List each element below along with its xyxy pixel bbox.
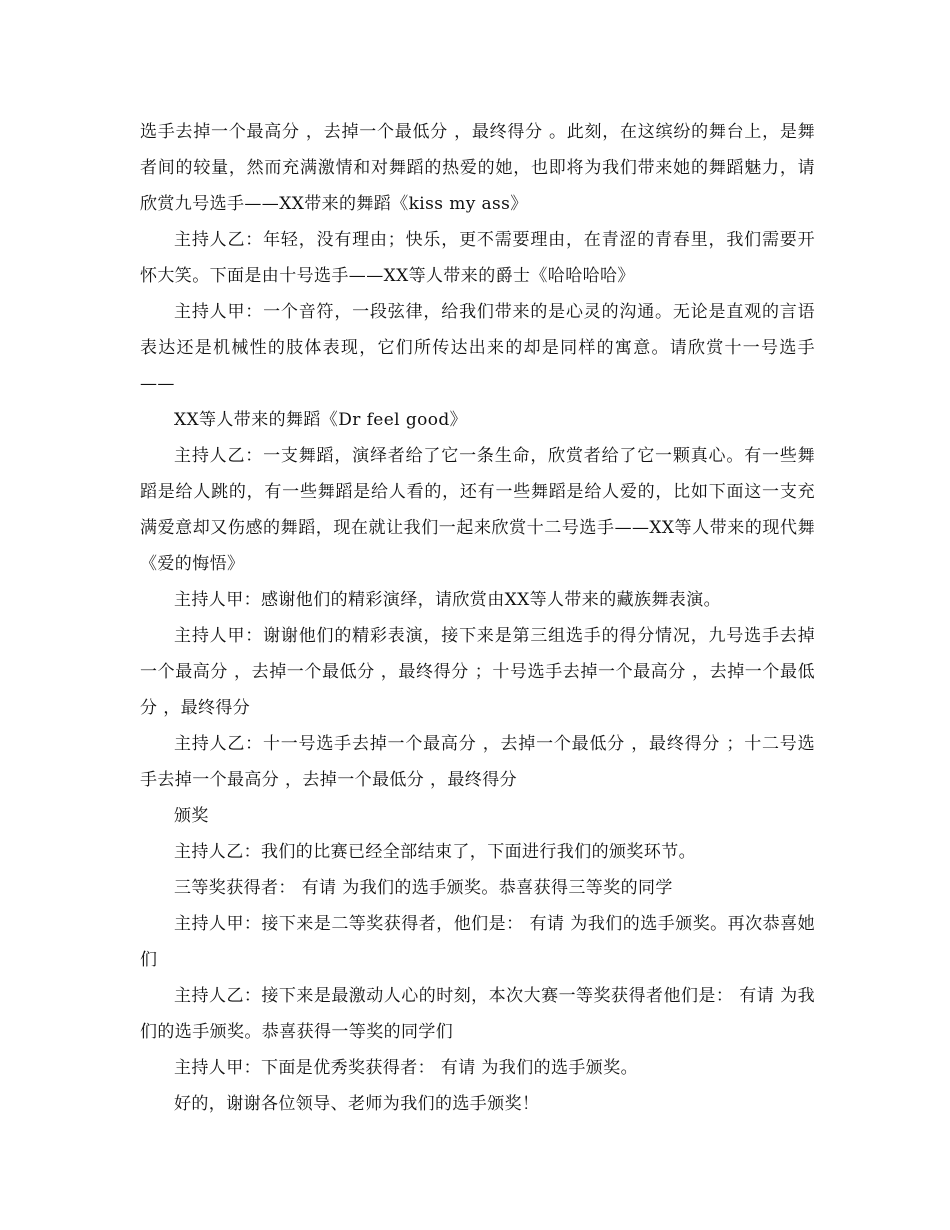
paragraph-host-b-jazz: 主持人乙：年轻，没有理由；快乐，更不需要理由，在青涩的青春里，我们需要开怀大笑。下面是由十号选手——XX等人带来的爵士《哈哈哈哈》 xyxy=(140,230,815,286)
paragraph-score-announcement: 选手去掉一个最高分 ，去掉一个最低分 ，最终得分 。此刻，在这缤纷的舞台上，是舞者间的较量，然而充满激情和对舞蹈的热爱的她，也即将为我们带来她的舞蹈魅力，请欣赏九号选手——XX带来的舞蹈《kiss my ass》 xyxy=(140,122,815,214)
paragraph-dr-feel-good: XX等人带来的舞蹈《Dr feel good》 xyxy=(174,410,468,430)
paragraph-second-prize: 主持人甲：接下来是二等奖获得者，他们是： 有请 为我们的选手颁奖。再次恭喜她们 xyxy=(140,914,815,970)
paragraph-closing-thanks: 好的，谢谢各位领导、老师为我们的选手颁奖！ xyxy=(174,1094,540,1114)
paragraph-host-b-modern-dance: 主持人乙：一支舞蹈，演绎者给了它一条生命，欣赏者给了它一颗真心。有一些舞蹈是给人跳的，有一些舞蹈是给人看的，还有一些舞蹈是给人爱的，比如下面这一支充满爱意却又伤感的舞蹈，现在就让我们一起来欣赏十二号选手——XX等人带来的现代舞《爱的悔悟》 xyxy=(140,446,815,574)
paragraph-third-prize: 三等奖获得者： 有请 为我们的选手颁奖。恭喜获得三等奖的同学 xyxy=(174,878,673,898)
paragraph-first-prize: 主持人乙：接下来是最激动人心的时刻，本次大赛一等奖获得者他们是： 有请 为我们的选手颁奖。恭喜获得一等奖的同学们 xyxy=(140,986,815,1042)
paragraph-host-a-music: 主持人甲：一个音符，一段弦律，给我们带来的是心灵的沟通。无论是直观的言语表达还是机械性的肢体表现，它们所传达出来的却是同样的寓意。请欣赏十一号选手—— xyxy=(140,302,815,394)
paragraph-awards-intro: 主持人乙：我们的比赛已经全部结束了，下面进行我们的颁奖环节。 xyxy=(174,842,696,862)
paragraph-host-a-group-three-scores: 主持人甲：谢谢他们的精彩表演，接下来是第三组选手的得分情况，九号选手去掉一个最高分 ，去掉一个最低分 ，最终得分 ；十号选手去掉一个最高分 ，去掉一个最低分 ，最终得分 xyxy=(140,626,815,718)
paragraph-excellence-prize: 主持人甲：下面是优秀奖获得者： 有请 为我们的选手颁奖。 xyxy=(174,1058,639,1078)
paragraph-host-a-tibetan-dance: 主持人甲：感谢他们的精彩演绎，请欣赏由XX等人带来的藏族舞表演。 xyxy=(174,590,722,610)
document-body xyxy=(140,114,815,1122)
paragraph-host-b-scores: 主持人乙：十一号选手去掉一个最高分 ，去掉一个最低分 ，最终得分 ；十二号选手去掉一个最高分 ，去掉一个最低分 ，最终得分 xyxy=(140,734,815,790)
section-heading-awards: 颁奖 xyxy=(174,806,209,826)
